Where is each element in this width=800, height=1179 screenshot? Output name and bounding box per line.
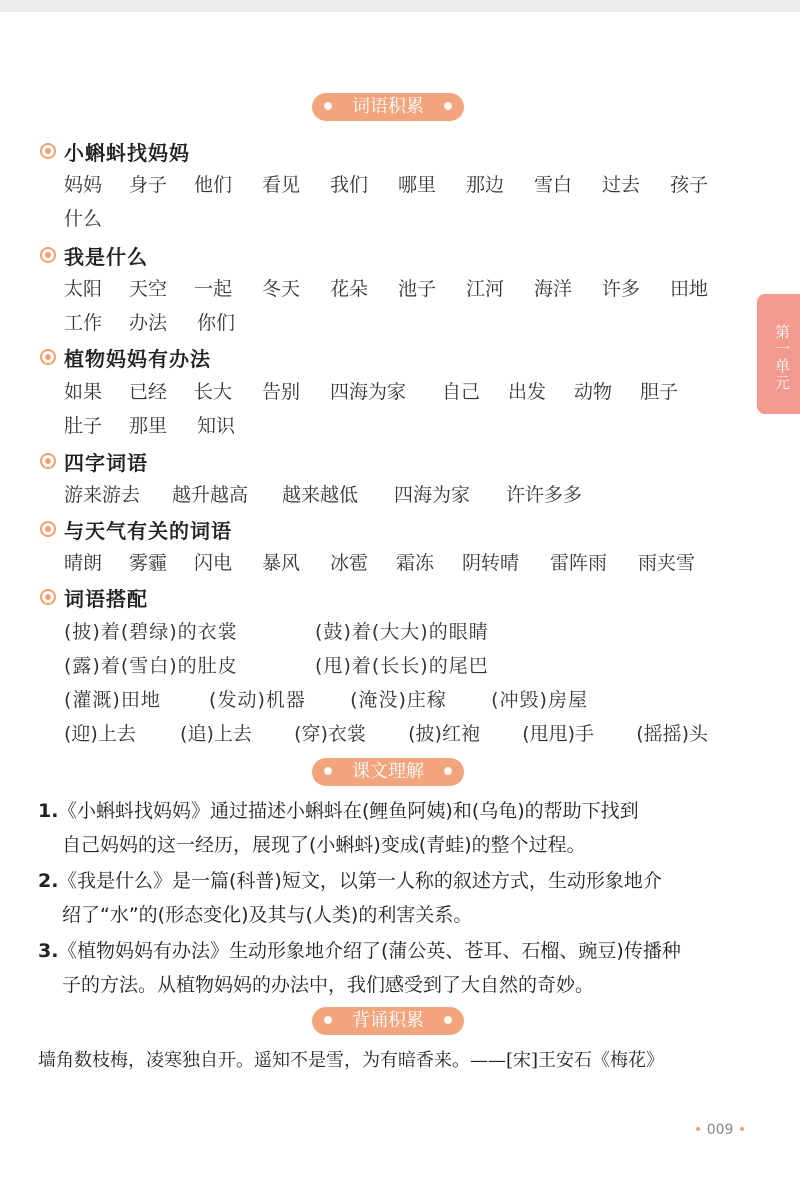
word: 越来越低	[282, 484, 359, 506]
word: 晴朗	[64, 552, 103, 574]
word: 阴转晴	[462, 552, 520, 574]
understanding-item	[38, 864, 758, 932]
collocation: (鼓)着(大大)的眼睛	[315, 621, 489, 643]
word: 那里	[129, 415, 168, 437]
collocation: (甩甩)手	[522, 723, 595, 745]
group-heading	[40, 582, 148, 612]
word: 妈妈	[64, 174, 103, 196]
collocation: (发动)机器	[209, 689, 306, 711]
group-title: 四字词语	[64, 450, 148, 475]
word: 雪白	[534, 174, 573, 196]
word: 四海为家	[330, 381, 407, 403]
page-number-value: 009	[706, 1122, 734, 1138]
poem-line: 墙角数枝梅，凌寒独自开。遥知不是雪，为有暗香来。——[宋]王安石《梅花》	[38, 1050, 665, 1071]
collocation-row	[64, 685, 588, 715]
section-label-recite: 背诵积累	[312, 1007, 464, 1035]
section-label-vocab: 词语积累	[312, 93, 464, 121]
circle-bullet-icon	[40, 143, 56, 159]
dot-icon: •	[737, 1122, 747, 1138]
collocation: (甩)着(长长)的尾巴	[315, 655, 489, 677]
collocation: (冲毁)房屋	[491, 689, 588, 711]
page-number	[694, 1122, 746, 1138]
collocation: (灌溉)田地	[64, 689, 161, 711]
word: 身子	[129, 174, 168, 196]
group-title: 小蝌蚪找妈妈	[64, 140, 190, 165]
collocation: (披)红袍	[408, 723, 480, 745]
word: 那边	[466, 174, 505, 196]
circle-bullet-icon	[40, 521, 56, 537]
item-text: 《我是什么》是一篇(科普)短文，以第一人称的叙述方式，生动形象地介	[58, 870, 662, 892]
group-title: 与天气有关的词语	[64, 518, 232, 543]
word: 越升越高	[172, 484, 249, 506]
word: 出发	[508, 381, 547, 403]
word: 闪电	[194, 552, 233, 574]
word: 许多	[602, 278, 641, 300]
circle-bullet-icon	[40, 247, 56, 263]
word: 看见	[262, 174, 301, 196]
word: 天空	[129, 278, 168, 300]
word: 动物	[574, 381, 613, 403]
group-heading	[40, 342, 211, 372]
dot-icon: •	[694, 1122, 703, 1138]
collocation: (披)着(碧绿)的衣裳	[64, 621, 238, 643]
group-title: 我是什么	[64, 244, 148, 269]
word: 哪里	[398, 174, 437, 196]
word: 田地	[670, 278, 709, 300]
word: 我们	[330, 174, 369, 196]
item-text: 《小蝌蚪找妈妈》通过描述小蝌蚪在(鲤鱼阿姨)和(乌龟)的帮助下找到	[58, 800, 639, 822]
collocation-row	[64, 719, 708, 749]
collocation: (淹没)庄稼	[350, 689, 447, 711]
circle-bullet-icon	[40, 349, 56, 365]
item-number: 1.	[38, 800, 59, 822]
word: 过去	[602, 174, 641, 196]
word: 四海为家	[394, 484, 471, 506]
word-row	[64, 308, 235, 338]
word-row	[64, 548, 695, 578]
collocation-row	[64, 617, 489, 647]
word: 如果	[64, 381, 103, 403]
group-heading	[40, 240, 148, 270]
unit-side-tab	[757, 294, 800, 414]
word: 雾霾	[129, 552, 168, 574]
word: 已经	[129, 381, 168, 403]
collocation: (穿)衣裳	[294, 723, 366, 745]
item-text-continued: 自己妈妈的这一经历，展现了(小蝌蚪)变成(青蛙)的整个过程。	[62, 834, 586, 856]
group-heading	[40, 446, 148, 476]
group-heading	[40, 136, 190, 166]
word: 工作	[64, 312, 103, 334]
word: 江河	[466, 278, 505, 300]
word: 什么	[64, 208, 103, 230]
word-row	[64, 480, 582, 510]
circle-bullet-icon	[40, 589, 56, 605]
word-row	[64, 274, 720, 304]
word: 雷阵雨	[550, 552, 608, 574]
item-text-continued: 子的方法。从植物妈妈的办法中，我们感受到了大自然的奇妙。	[62, 974, 595, 996]
word: 你们	[197, 312, 236, 334]
collocation: (迎)上去	[64, 723, 136, 745]
word: 孩子	[670, 174, 709, 196]
word-row	[64, 204, 102, 234]
circle-bullet-icon	[40, 453, 56, 469]
group-heading	[40, 514, 232, 544]
word: 自己	[442, 381, 481, 403]
word: 雨夹雪	[638, 552, 696, 574]
word: 游来游去	[64, 484, 141, 506]
word: 暴风	[262, 552, 301, 574]
unit-side-tab-label: 第一单元	[773, 324, 791, 392]
word: 许许多多	[506, 484, 583, 506]
item-number: 2.	[38, 870, 59, 892]
word: 海洋	[534, 278, 573, 300]
item-text-continued: 绍了“水”的(形态变化)及其与(人类)的利害关系。	[62, 904, 473, 926]
word: 池子	[398, 278, 437, 300]
word: 告别	[262, 381, 301, 403]
understanding-item	[38, 794, 758, 862]
collocation: (摇摇)头	[636, 723, 709, 745]
section-label-understanding: 课文理解	[312, 758, 464, 786]
word: 霜冻	[396, 552, 435, 574]
word-row	[64, 411, 235, 441]
group-title: 词语搭配	[64, 586, 148, 611]
collocation: (追)上去	[180, 723, 252, 745]
collocation: (露)着(雪白)的肚皮	[64, 655, 238, 677]
word-row	[64, 170, 720, 200]
top-band	[0, 0, 800, 12]
item-number: 3.	[38, 940, 59, 962]
word: 肚子	[64, 415, 103, 437]
group-title: 植物妈妈有办法	[64, 346, 211, 371]
collocation-row	[64, 651, 489, 681]
word: 冰雹	[330, 552, 369, 574]
word: 冬天	[262, 278, 301, 300]
understanding-item	[38, 934, 758, 1002]
word: 花朵	[330, 278, 369, 300]
word: 太阳	[64, 278, 103, 300]
word: 知识	[197, 415, 236, 437]
word: 办法	[129, 312, 168, 334]
word: 他们	[194, 174, 233, 196]
word: 胆子	[640, 381, 679, 403]
item-text: 《植物妈妈有办法》生动形象地介绍了(蒲公英、苍耳、石榴、豌豆)传播种	[58, 940, 681, 962]
word: 一起	[194, 278, 233, 300]
word-row	[64, 377, 678, 407]
word: 长大	[194, 381, 233, 403]
